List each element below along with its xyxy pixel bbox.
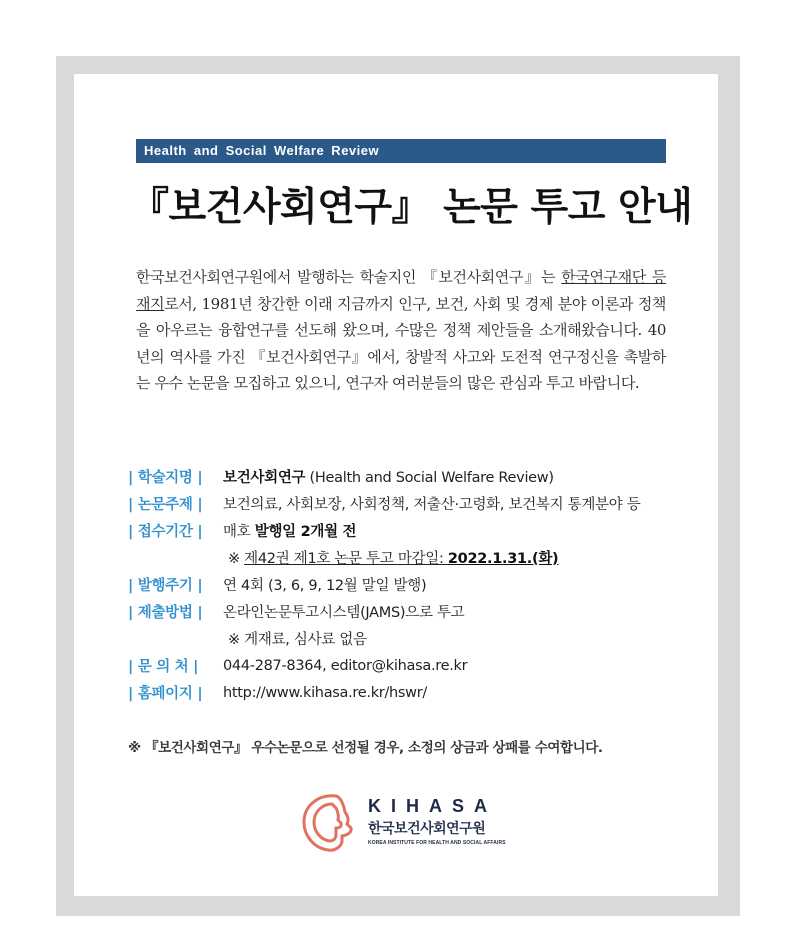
award-notice: ※ 『보건사회연구』 우수논문으로 선정될 경우, 소정의 상금과 상패를 수여합니다. <box>128 740 603 756</box>
value-journal <box>223 466 554 487</box>
journal-english: (Health and Social Welfare Review) <box>305 470 554 486</box>
info-row-topics <box>128 490 688 517</box>
logo-subtitle: KOREA INSTITUTE FOR HEALTH AND SOCIAL AFFAIRS <box>368 840 506 846</box>
label-contact: | 문 의 처 | <box>128 659 199 675</box>
value-deadline <box>228 547 558 568</box>
journal-name: 보건사회연구 <box>223 470 306 486</box>
value-cycle: 연 4회 (3, 6, 9, 12월 말일 발행) <box>223 578 427 594</box>
info-row-cycle <box>128 571 688 598</box>
info-row-method <box>128 598 688 625</box>
label-method: | 제출방법 | <box>128 605 203 621</box>
label-period: | 접수기간 | <box>128 524 203 540</box>
logo-english: KIHASA <box>368 796 498 816</box>
info-row-journal <box>128 463 688 490</box>
value-contact[interactable]: 044-287-8364, editor@kihasa.re.kr <box>223 657 468 674</box>
value-method: 온라인논문투고시스템(JAMS)으로 투고 <box>223 605 465 621</box>
intro-underlined: 한국연구재단 등재지 <box>136 268 667 313</box>
period-prefix: 매호 <box>223 524 255 540</box>
info-row-deadline <box>128 544 688 571</box>
info-row-period <box>128 517 688 544</box>
info-list <box>128 463 688 706</box>
kihasa-logo <box>296 790 506 854</box>
deadline-date: 2022.1.31.(화) <box>447 551 559 567</box>
homepage-link[interactable]: http://www.kihasa.re.kr/hswr/ <box>223 684 427 701</box>
info-row-fee <box>128 625 688 652</box>
value-topics: 보건의료, 사회보장, 사회정책, 저출산·고령화, 보건복지 통계분야 등 <box>223 497 641 513</box>
info-row-contact <box>128 652 688 679</box>
label-journal: | 학술지명 | <box>128 470 203 486</box>
logo-korean: 한국보건사회연구원 <box>368 821 486 837</box>
label-homepage: | 홈페이지 | <box>128 686 203 702</box>
value-fee: ※ 게재료, 심사료 없음 <box>228 632 367 648</box>
journal-banner: Health and Social Welfare Review <box>136 139 666 163</box>
intro-text-1: 한국보건사회연구원에서 발행하는 학술지인 『보건사회연구』는 <box>136 268 562 286</box>
intro-text-2: 로서, 1981년 창간한 이래 지금까지 인구, 보건, 사회 및 경제 분야 이론과 정책을 아우르는 융합연구를 선도해 왔으며, 수많은 정책 제안들을 소개해왔습니다. 40년의 역사를 가진 『보건사회연구』에서, 창발적 사고와 도전적 연구정신을 촉발하는 우수 논문을 모집하고 있으니, 연구자 여러분들의 많은 관심과 투고 바랍니다. <box>136 294 666 392</box>
kihasa-head-icon <box>296 790 360 854</box>
intro-paragraph <box>136 264 666 397</box>
label-topics: | 논문주제 | <box>128 497 203 513</box>
page-title: 『보건사회연구』 논문 투고 안내 <box>130 185 693 230</box>
label-cycle: | 발행주기 | <box>128 578 203 594</box>
value-period <box>223 520 356 541</box>
deadline-text: 제42권 제1호 논문 투고 마감일: <box>244 551 448 567</box>
info-row-homepage <box>128 679 688 706</box>
period-bold: 발행일 2개월 전 <box>254 524 357 540</box>
deadline-prefix: ※ <box>228 551 245 567</box>
